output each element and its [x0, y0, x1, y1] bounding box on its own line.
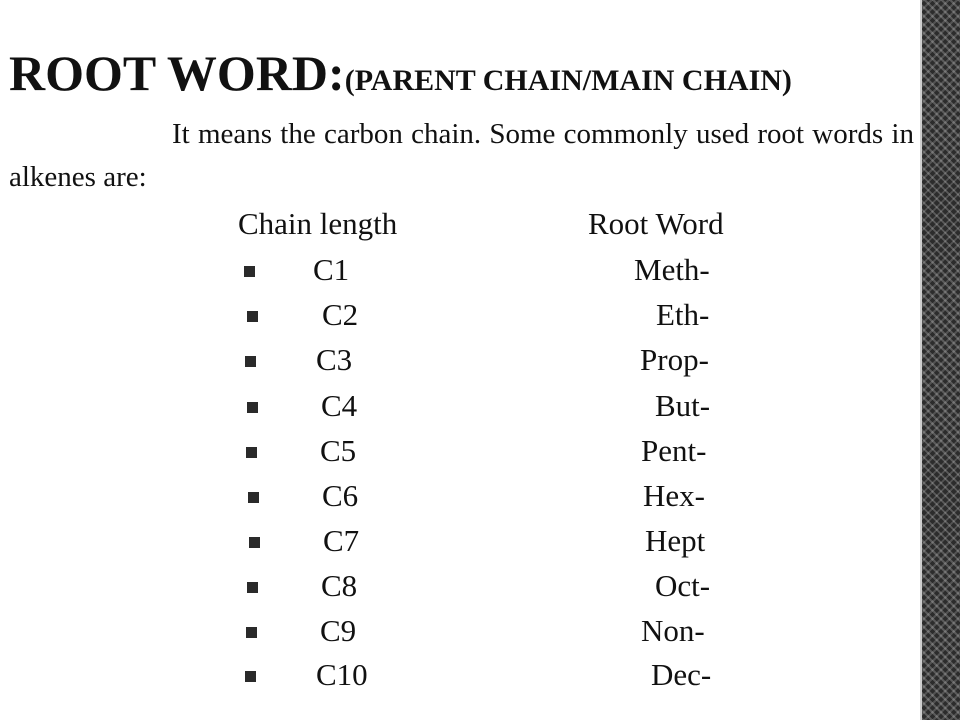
root-word: Eth- [656, 297, 710, 332]
root-word: Pent- [641, 433, 707, 468]
square-bullet-icon [247, 311, 258, 322]
square-bullet-icon [246, 627, 257, 638]
list-item [0, 478, 900, 523]
square-bullet-icon [245, 671, 256, 682]
header-chain-length: Chain length [238, 206, 398, 241]
root-word: Oct- [655, 568, 711, 603]
slide-title [9, 44, 792, 102]
list-item [0, 613, 900, 658]
chain-length: C6 [322, 478, 359, 513]
chain-length: C7 [323, 523, 360, 558]
list-item [0, 252, 900, 297]
chain-length: C8 [321, 568, 358, 603]
square-bullet-icon [249, 537, 260, 548]
list-item [0, 433, 900, 478]
list-item [0, 657, 900, 702]
root-word: Hept [645, 523, 706, 558]
chain-length: C4 [321, 388, 358, 423]
root-word: Prop- [640, 342, 709, 377]
root-word: Dec- [651, 657, 712, 692]
intro-paragraph: It means the carbon chain. Some commonly used root words in alkenes are: [9, 118, 914, 193]
list-item [0, 342, 900, 387]
chain-length: C10 [316, 657, 368, 692]
square-bullet-icon [247, 402, 258, 413]
list-item [0, 568, 900, 613]
list-item [0, 523, 900, 568]
square-bullet-icon [245, 356, 256, 367]
title-main: ROOT WORD: [9, 45, 345, 101]
root-word: Hex- [643, 478, 705, 513]
chain-length: C2 [322, 297, 359, 332]
title-subtitle: (PARENT CHAIN/MAIN CHAIN) [344, 64, 792, 97]
chain-length: C3 [316, 342, 353, 377]
slide-decorative-border [922, 0, 960, 720]
square-bullet-icon [247, 582, 258, 593]
header-root-word: Root Word [588, 206, 724, 241]
square-bullet-icon [246, 447, 257, 458]
root-word: Non- [641, 613, 705, 648]
chain-length: C1 [313, 252, 350, 287]
square-bullet-icon [244, 266, 255, 277]
list-item [0, 297, 900, 342]
root-word: Meth- [634, 252, 710, 287]
chain-length: C5 [320, 433, 357, 468]
root-word: But- [655, 388, 711, 423]
square-bullet-icon [248, 492, 259, 503]
chain-length: C9 [320, 613, 357, 648]
list-item [0, 388, 900, 433]
